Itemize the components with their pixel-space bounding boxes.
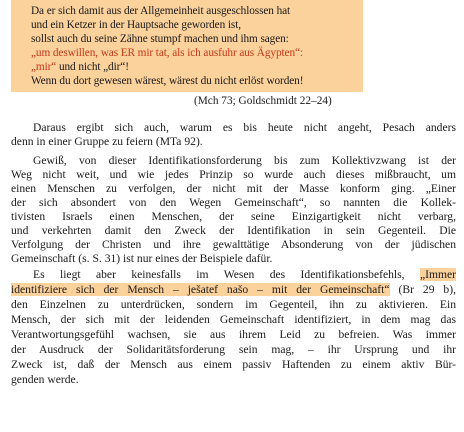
text-line: einen Menschen zu verfolgen, der nicht mit der Masse konform ging. „Einer <box>11 182 456 195</box>
text-line: tivisten Israels einen Menschen, der seine Einzigartigkeit nicht verbarg, <box>11 210 456 223</box>
text-line: denn in einer Gruppe zu feiern (MTa 92). <box>11 135 203 148</box>
text-line: Daraus ergibt sich auch, warum es bis heute nicht angeht, Pesach anders <box>33 121 456 134</box>
highlighted-quote-box <box>11 0 363 92</box>
quote-line: sollst auch du seine Zähne stumpf machen und ihm sagen: <box>31 33 289 45</box>
quote-mir-red: „mir“ <box>31 61 57 73</box>
quote-source: (Mch 73; Goldschmidt 22–24) <box>194 95 332 107</box>
text-line: den Einzelnen zu unterdrücken, sondern im Gegenteil, ihn zu aktivieren. Ein <box>11 298 456 311</box>
text-line: der Ausdruck der Solidaritätsforderung sein mag, – ihr Ursprung und ihr <box>11 343 456 356</box>
text-line: und verkehrten damit den Zweck der Identifikation in sein Gegenteil. Die <box>11 224 456 237</box>
text-line: Gewiß, von dieser Identifikationsforderung bis zum Kollektivzwang ist der <box>33 154 456 167</box>
text-plain: (Br 29 b), <box>389 283 456 296</box>
text-line: Verfolgung der Christen und ihre gewalttätige Absonderung von der jüdischen <box>11 238 456 251</box>
quote-line: Da er sich damit aus der Allgemeinheit ausgeschlossen hat <box>31 5 291 17</box>
highlighted-phrase: identifiziere sich der Mensch – ješatef našo – mit der Gemeinschaft“ <box>11 283 390 296</box>
text-line <box>33 268 456 282</box>
text-line: Mensch, der sich mit der leidenden Gemeinschaft identifiziert, in dem mag das <box>11 313 456 326</box>
quote-line: Wenn du dort gewesen wärest, wärest du nicht erlöst worden! <box>31 75 304 87</box>
quote-line: und ein Ketzer in der Hauptsache geworden ist, <box>31 19 241 31</box>
quote-line <box>31 60 129 74</box>
quote-line-red: „um deswillen, was ER mir tat, als ich ausfuhr aus Ägypten“: <box>31 47 303 59</box>
text-line <box>11 283 456 297</box>
text-line: Gemeinschaft (s. S. 31) ist nur eines der Beispiele dafür. <box>11 252 273 265</box>
text-line: genden werde. <box>11 373 79 386</box>
text-line: Zweck ist, daß der Mensch aus einem passiv Haftenden zu einem aktiv Bür- <box>11 358 456 371</box>
text-line: der sich absondert von den Wegen Gemeinschaft“, so nannten die Kollek- <box>11 196 456 209</box>
quote-mir-rest: und nicht „dir“! <box>56 61 129 73</box>
text-plain: Es liegt aber keinesfalls im Wesen des Identifikationsbefehls, <box>33 268 420 281</box>
text-line: Verantwortungsgefühl wachsen, sie aus ihrem Leid zu befreien. Was immer <box>11 328 456 341</box>
text-line: Weg nicht weit, und wie jedes Prinzip so wurde auch dieses mißbraucht, um <box>11 168 456 181</box>
highlighted-phrase: „Immer <box>419 268 456 281</box>
